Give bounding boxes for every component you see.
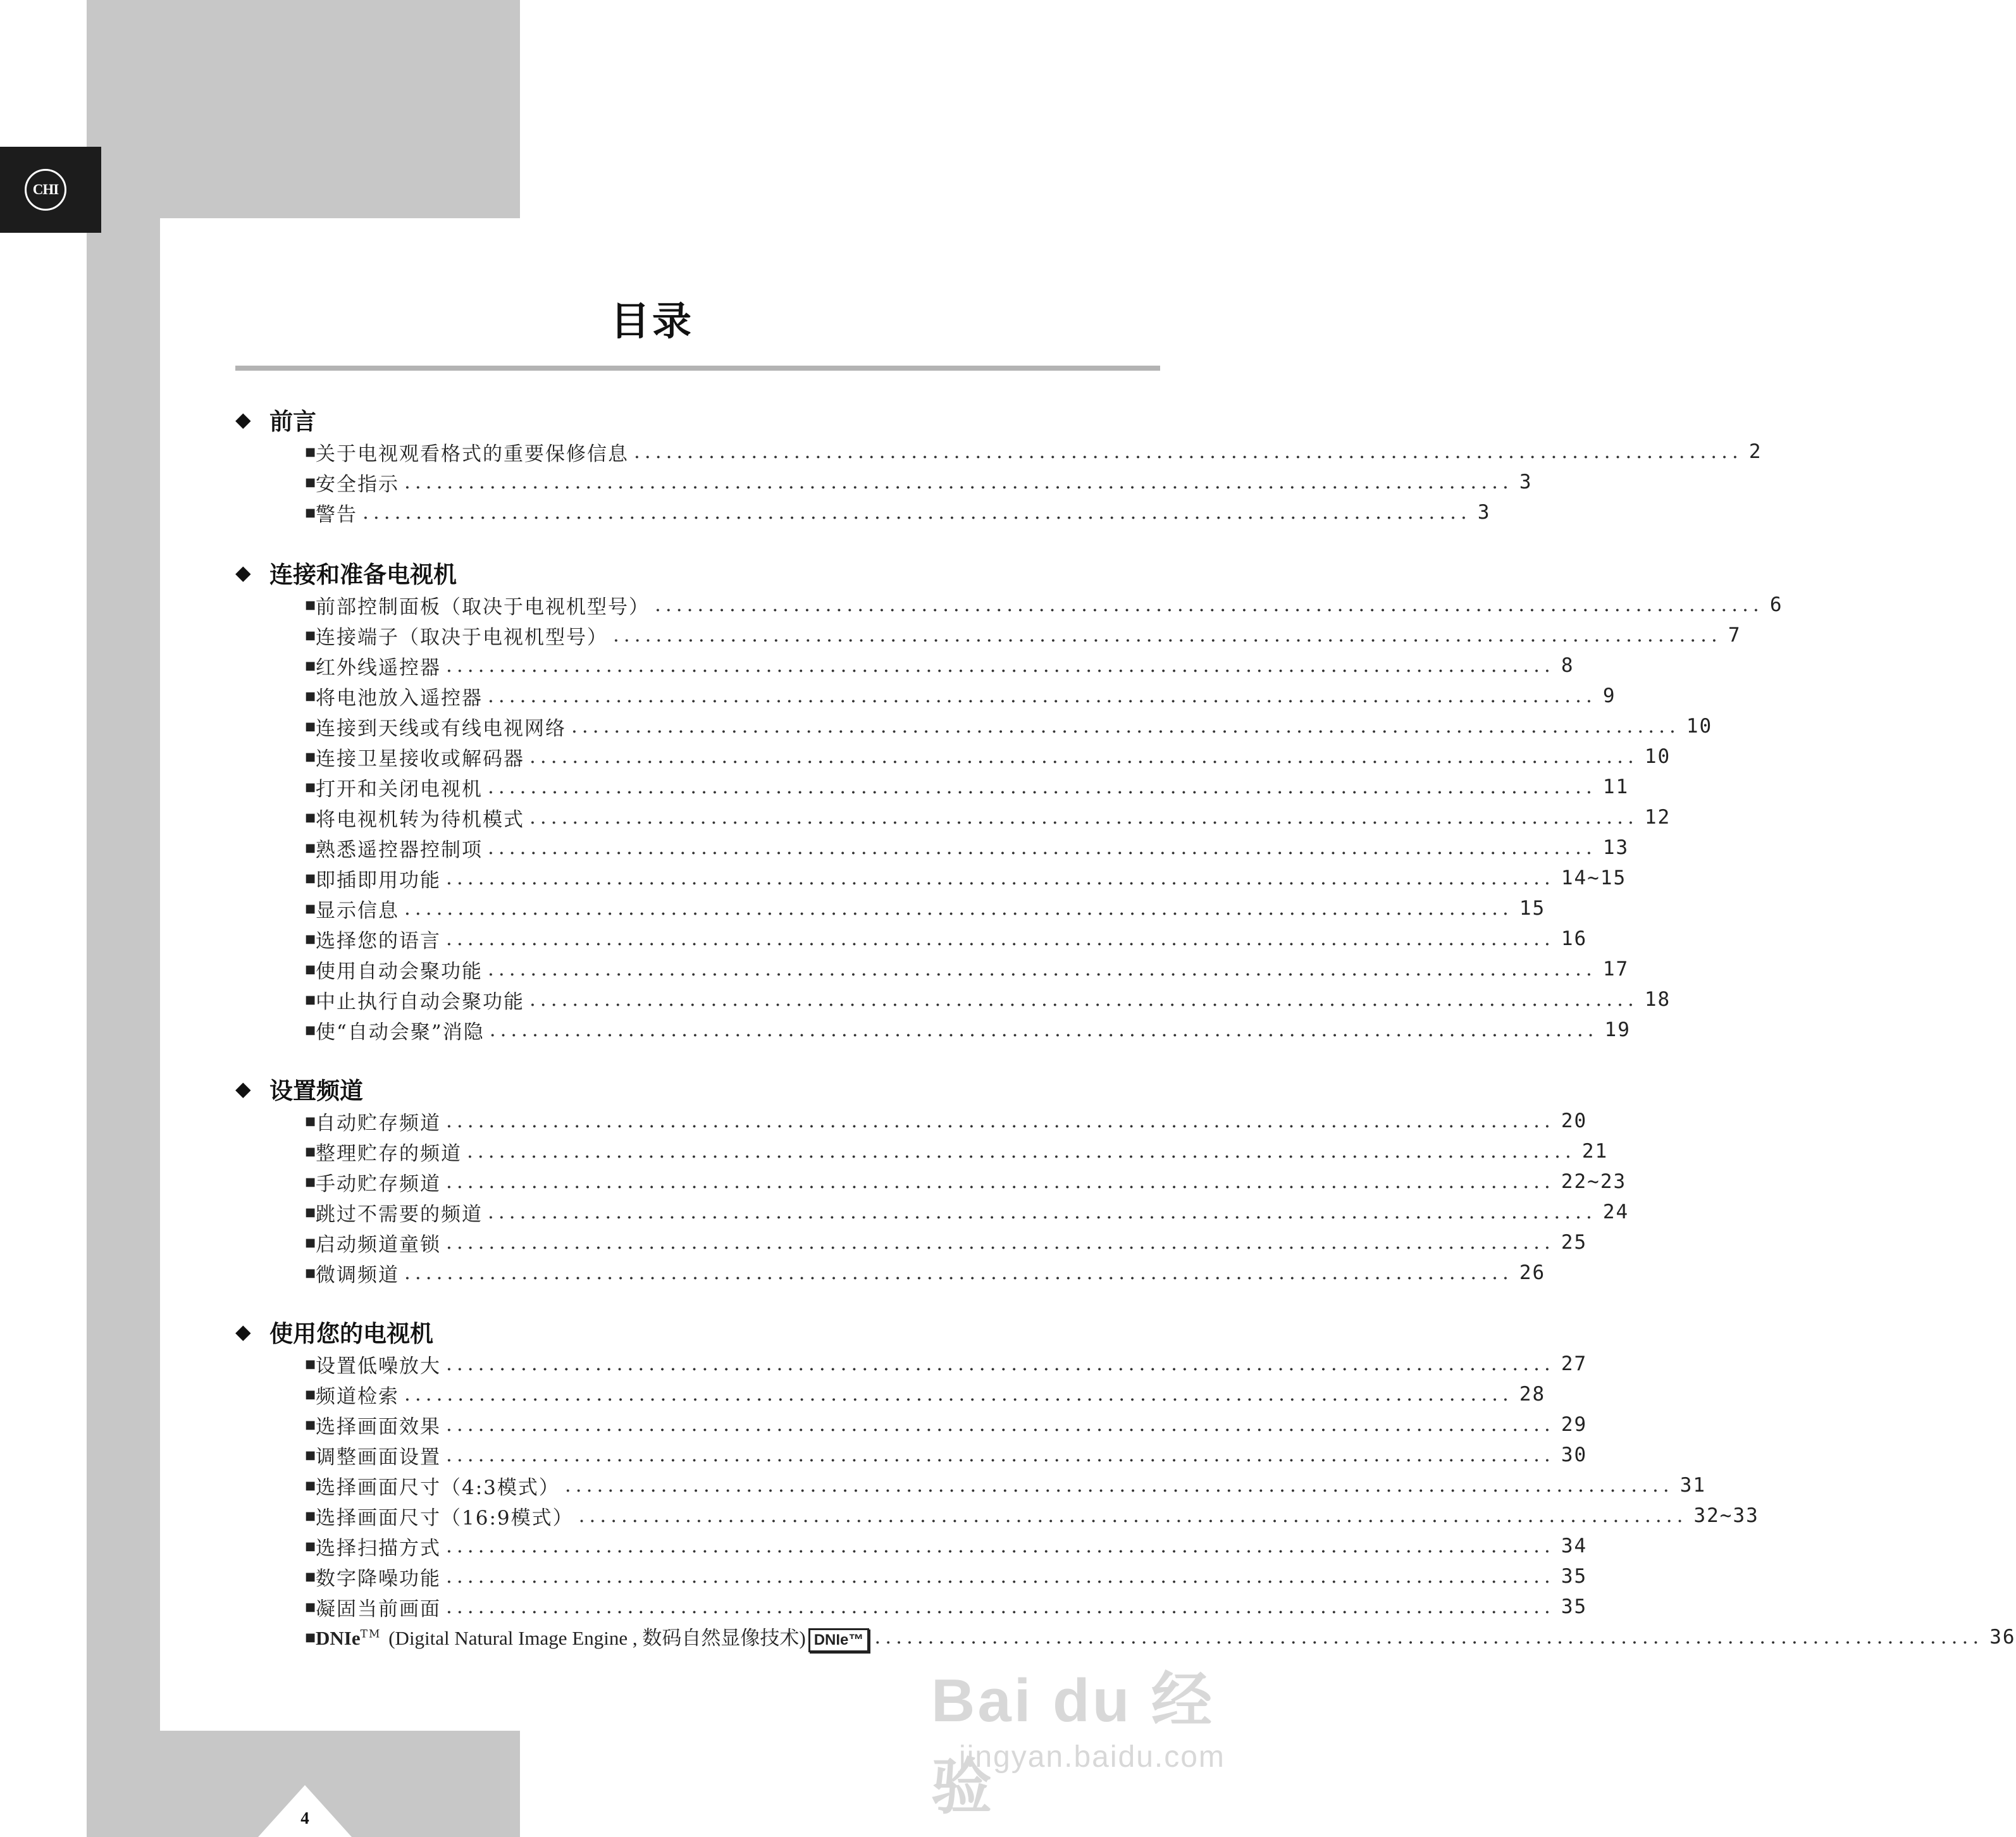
entry-label: 频道检索 <box>316 1385 400 1408</box>
square-bullet-icon: ■ <box>305 1235 316 1249</box>
entry-page: 36 <box>1989 1626 2016 1648</box>
square-bullet-icon: ■ <box>305 1418 316 1432</box>
entry-label: 连接到天线或有线电视网络 <box>316 717 567 740</box>
square-bullet-icon: ■ <box>305 780 316 794</box>
entry-page: 2 <box>1748 440 1762 463</box>
section-heading <box>235 557 457 588</box>
entry-label: 调整画面设置 <box>316 1445 442 1469</box>
toc-entry[interactable] <box>305 1015 1631 1045</box>
square-bullet-icon: ■ <box>305 475 316 489</box>
toc-entry[interactable] <box>305 650 1574 681</box>
entry-page: 13 <box>1602 836 1629 859</box>
toc-entry[interactable] <box>305 620 1741 650</box>
section-heading <box>235 404 316 435</box>
diamond-bullet-icon: ◆ <box>235 560 251 584</box>
entry-label: 连接端子（取决于电视机型号） <box>316 626 609 649</box>
section-title: 使用您的电视机 <box>269 1320 433 1347</box>
entry-label: 使“自动会聚”消隐 <box>316 1020 485 1044</box>
dot-leader: ........................................................................................................ <box>488 776 1597 798</box>
dot-leader: ........................................................................................................ <box>446 867 1555 889</box>
entry-page: 27 <box>1561 1352 1588 1375</box>
dot-leader: ........................................................................................................ <box>446 1352 1555 1375</box>
entry-label: 警告 <box>316 503 358 526</box>
dot-leader: ........................................................................................................ <box>404 471 1513 493</box>
entry-label: 熟悉遥控器控制项 <box>316 838 483 862</box>
toc-entry[interactable] <box>305 832 1629 863</box>
dot-leader: ........................................................................................................ <box>404 1383 1513 1406</box>
dot-leader: ........................................................................................................ <box>446 1595 1555 1618</box>
entry-page: 16 <box>1561 927 1588 950</box>
toc-entry[interactable] <box>305 741 1671 772</box>
square-bullet-icon: ■ <box>305 901 316 915</box>
square-bullet-icon: ■ <box>305 505 316 519</box>
entry-label: 自动贮存频道 <box>316 1111 442 1135</box>
square-bullet-icon: ■ <box>305 445 316 459</box>
dot-leader: ........................................................................................................ <box>404 897 1513 920</box>
toc-entry[interactable] <box>305 1349 1588 1379</box>
entry-label: 选择画面尺寸（4:3模式） <box>316 1476 560 1499</box>
section-heading <box>235 1316 433 1347</box>
square-bullet-icon: ■ <box>305 1569 316 1583</box>
square-bullet-icon: ■ <box>305 1478 316 1492</box>
diamond-bullet-icon: ◆ <box>235 1077 251 1101</box>
entry-page: 28 <box>1519 1383 1546 1406</box>
entry-page: 15 <box>1519 897 1546 920</box>
entry-page: 35 <box>1561 1565 1588 1588</box>
entry-page: 32~33 <box>1693 1504 1759 1527</box>
entry-page: 3 <box>1519 471 1533 493</box>
page-number: 4 <box>300 1809 309 1828</box>
toc-entry[interactable] <box>305 1531 1588 1561</box>
dot-leader: ........................................................................................................ <box>446 654 1555 677</box>
entry-label: 使用自动会聚功能 <box>316 960 483 983</box>
toc-entry[interactable] <box>305 1409 1588 1440</box>
dot-leader: ........................................................................................................ <box>529 988 1638 1011</box>
square-bullet-icon: ■ <box>305 659 316 672</box>
dot-leader: ........................................................................................................ <box>446 927 1555 950</box>
entry-label: 安全指示 <box>316 473 400 496</box>
dot-leader: ........................................................................................................ <box>874 1626 1984 1648</box>
square-bullet-icon: ■ <box>305 1144 316 1158</box>
toc-entry[interactable] <box>305 1379 1546 1409</box>
entry-label: 中止执行自动会聚功能 <box>316 990 525 1013</box>
dot-leader: ........................................................................................................ <box>529 806 1638 829</box>
toc-entry[interactable] <box>305 802 1671 832</box>
dot-leader: ........................................................................................................ <box>613 624 1722 646</box>
toc-entry[interactable] <box>305 924 1588 954</box>
section-heading <box>235 1073 363 1104</box>
entry-page: 14~15 <box>1561 867 1627 889</box>
entry-page: 35 <box>1561 1595 1588 1618</box>
dot-leader: ........................................................................................................ <box>446 1565 1555 1588</box>
entry-label: 选择扫描方式 <box>316 1537 442 1560</box>
section-title: 前言 <box>269 408 316 435</box>
dot-leader: ........................................................................................................ <box>488 684 1597 707</box>
toc-entry[interactable] <box>305 772 1629 802</box>
square-bullet-icon: ■ <box>305 1387 316 1401</box>
entry-page: 22~23 <box>1561 1170 1627 1193</box>
toc-entry[interactable] <box>305 1258 1546 1288</box>
square-bullet-icon: ■ <box>305 993 316 1006</box>
dot-leader: ........................................................................................................ <box>578 1504 1688 1527</box>
square-bullet-icon: ■ <box>305 1266 316 1280</box>
dot-leader: ........................................................................................................ <box>488 958 1597 980</box>
toc-entry[interactable] <box>305 1106 1588 1136</box>
toc-entry[interactable] <box>305 711 1713 741</box>
square-bullet-icon: ■ <box>305 598 316 612</box>
entry-label: 打开和关闭电视机 <box>316 777 483 801</box>
entry-page: 21 <box>1581 1140 1609 1163</box>
toc-entry[interactable] <box>305 681 1616 711</box>
dot-leader: ........................................................................................................ <box>467 1140 1576 1163</box>
entry-page: 17 <box>1602 958 1629 980</box>
square-bullet-icon: ■ <box>305 1175 316 1189</box>
entry-page: 6 <box>1769 593 1783 616</box>
square-bullet-icon: ■ <box>305 841 316 855</box>
square-bullet-icon: ■ <box>305 1357 316 1371</box>
toc-entry[interactable] <box>305 1227 1588 1258</box>
toc-entry[interactable] <box>305 1561 1588 1592</box>
square-bullet-icon: ■ <box>305 1509 316 1523</box>
square-bullet-icon: ■ <box>305 1448 316 1462</box>
section-title: 设置频道 <box>269 1077 363 1104</box>
dnie-description: (Digital Natural Image Engine , 数码自然显像技术) <box>388 1627 806 1649</box>
toc-entry[interactable] <box>305 1197 1629 1227</box>
entry-page: 19 <box>1604 1018 1631 1041</box>
watermark-url: jingyan.baidu.com <box>959 1740 1225 1774</box>
toc-entry[interactable] <box>305 1136 1609 1166</box>
square-bullet-icon: ■ <box>305 1023 316 1037</box>
dot-leader: ........................................................................................................ <box>446 1535 1555 1557</box>
entry-label: 即插即用功能 <box>316 869 442 892</box>
entry-label: 前部控制面板（取决于电视机型号） <box>316 595 650 619</box>
toc-entry[interactable] <box>305 1166 1627 1197</box>
entry-page: 30 <box>1561 1444 1588 1466</box>
toc-entry[interactable] <box>305 893 1546 924</box>
dot-leader: ........................................................................................................ <box>446 1170 1555 1193</box>
dot-leader: ........................................................................................................ <box>446 1231 1555 1254</box>
entry-label: 将电池放入遥控器 <box>316 686 483 710</box>
toc-entry[interactable] <box>305 497 1491 528</box>
dot-leader: ........................................................................................................ <box>564 1474 1674 1497</box>
entry-page: 9 <box>1602 684 1616 707</box>
dnie-brand: DNIe <box>316 1627 361 1649</box>
entry-page: 25 <box>1561 1231 1588 1254</box>
square-bullet-icon: ■ <box>305 719 316 733</box>
entry-page: 34 <box>1561 1535 1588 1557</box>
toc-entry[interactable] <box>305 1500 1759 1531</box>
square-bullet-icon: ■ <box>305 962 316 976</box>
entry-page: 24 <box>1602 1201 1629 1223</box>
dot-leader: ........................................................................................................ <box>488 1201 1597 1223</box>
dot-leader: ........................................................................................................ <box>488 836 1597 859</box>
dot-leader: ........................................................................................................ <box>529 745 1638 768</box>
toc-entry[interactable] <box>305 467 1533 497</box>
dot-leader: ........................................................................................................ <box>446 1413 1555 1436</box>
toc-entry[interactable] <box>305 1470 1707 1500</box>
entry-label: 凝固当前画面 <box>316 1597 442 1621</box>
entry-label: 选择画面效果 <box>316 1415 442 1438</box>
entry-label: 将电视机转为待机模式 <box>316 808 525 831</box>
entry-page: 11 <box>1602 776 1629 798</box>
toc-entry[interactable] <box>305 436 1762 467</box>
entry-label: 启动频道童锁 <box>316 1233 442 1256</box>
watermark-logo: Bai du 经验 <box>931 1667 1215 1821</box>
toc-entry[interactable] <box>305 863 1627 893</box>
toc-entry[interactable] <box>305 590 1783 620</box>
entry-label: 微调频道 <box>316 1263 400 1287</box>
entry-label: 选择画面尺寸（16:9模式） <box>316 1506 574 1530</box>
diamond-bullet-icon: ◆ <box>235 1320 251 1344</box>
entry-label: 关于电视观看格式的重要保修信息 <box>316 442 629 466</box>
entry-label: 选择您的语言 <box>316 929 442 953</box>
section-title: 连接和准备电视机 <box>269 561 457 588</box>
square-bullet-icon: ■ <box>305 750 316 764</box>
watermark <box>918 1643 1273 1821</box>
entry-page: 10 <box>1686 715 1713 738</box>
trademark-mark: TM <box>360 1628 381 1641</box>
entry-label: 整理贮存的频道 <box>316 1142 462 1165</box>
diamond-bullet-icon: ◆ <box>235 407 251 431</box>
entry-page: 3 <box>1477 501 1491 524</box>
dot-leader: ........................................................................................................ <box>634 440 1743 463</box>
entry-page: 20 <box>1561 1110 1588 1132</box>
entry-page: 31 <box>1679 1474 1707 1497</box>
dnie-logo-badge: DNIe™ <box>808 1628 870 1652</box>
dot-leader: ........................................................................................................ <box>446 1444 1555 1466</box>
entry-label: 连接卫星接收或解码器 <box>316 747 525 770</box>
entry-label: 数字降噪功能 <box>316 1567 442 1590</box>
entry-label: 显示信息 <box>316 899 400 922</box>
entry-label: 手动贮存频道 <box>316 1172 442 1196</box>
title-divider <box>235 366 1160 371</box>
dot-leader: ........................................................................................................ <box>655 593 1764 616</box>
square-bullet-icon: ■ <box>305 1630 316 1644</box>
entry-page: 26 <box>1519 1261 1546 1284</box>
square-bullet-icon: ■ <box>305 628 316 642</box>
dot-leader: ........................................................................................................ <box>362 501 1471 524</box>
dot-leader: ........................................................................................................ <box>489 1018 1599 1041</box>
square-bullet-icon: ■ <box>305 1114 316 1128</box>
entry-page: 29 <box>1561 1413 1588 1436</box>
entry-label: 跳过不需要的频道 <box>316 1203 483 1226</box>
language-badge: CHI <box>25 169 66 211</box>
entry-page: 10 <box>1644 745 1671 768</box>
gray-background-left <box>87 0 160 1837</box>
entry-label <box>316 1622 869 1652</box>
toc-entry[interactable] <box>305 954 1629 984</box>
entry-page: 8 <box>1561 654 1574 677</box>
square-bullet-icon: ■ <box>305 1205 316 1219</box>
entry-page: 12 <box>1644 806 1671 829</box>
square-bullet-icon: ■ <box>305 932 316 946</box>
entry-label: 红外线遥控器 <box>316 656 442 679</box>
dot-leader: ........................................................................................................ <box>404 1261 1513 1284</box>
entry-page: 18 <box>1644 988 1671 1011</box>
dot-leader: ........................................................................................................ <box>571 715 1680 738</box>
square-bullet-icon: ■ <box>305 1600 316 1614</box>
square-bullet-icon: ■ <box>305 871 316 885</box>
square-bullet-icon: ■ <box>305 1539 316 1553</box>
page-title: 目录 <box>610 298 694 344</box>
square-bullet-icon: ■ <box>305 810 316 824</box>
square-bullet-icon: ■ <box>305 689 316 703</box>
dot-leader: ........................................................................................................ <box>446 1110 1555 1132</box>
toc-entry[interactable] <box>305 1592 1588 1622</box>
entry-page: 7 <box>1728 624 1741 646</box>
toc-entry[interactable] <box>305 984 1671 1015</box>
entry-label: 设置低噪放大 <box>316 1354 442 1378</box>
toc-entry[interactable] <box>305 1440 1588 1470</box>
